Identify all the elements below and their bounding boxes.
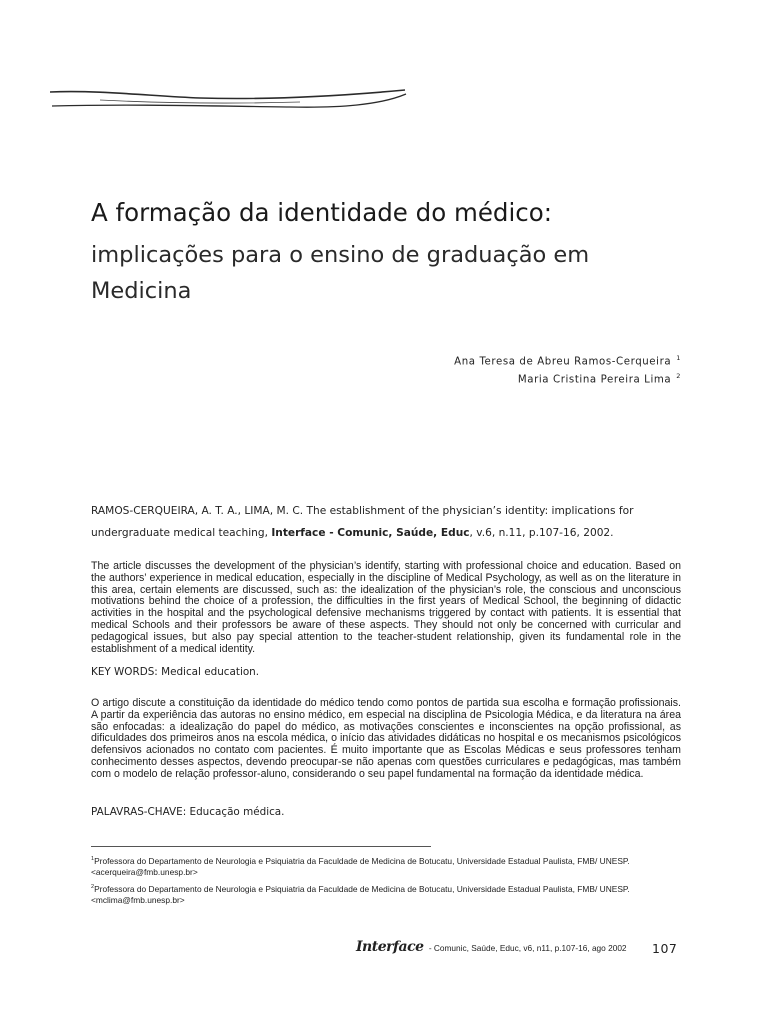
footnote-text: Professora do Departamento de Neurologia e Psiquiatria da Faculdade de Medicina de Botucatu, Universidade Estadual Paulista, FMB/ UNESP. <mclima@fmb.unesp.br> — [91, 883, 630, 906]
author-name: Maria Cristina Pereira Lima — [517, 374, 672, 386]
author-note-mark: 1 — [676, 354, 681, 362]
footnote — [91, 854, 671, 879]
footnote-divider — [91, 846, 431, 847]
author-note-mark: 2 — [676, 372, 681, 381]
footnote — [91, 882, 671, 907]
footer-citation: - Comunic, Saúde, Educ, v6, n11, p.107-16, ago 2002 — [428, 943, 627, 953]
keywords-portuguese: PALAVRAS-CHAVE: Educação médica. — [91, 806, 285, 818]
abstract-english: The article discusses the development of the physician’s identify, starting with professional choice and education. Based on the authors’ experience in medical education, especially in the discipline of Medical Psychology, as well as on the literature in this area, certain elements are discussed, such as: the idealization of the physician’s role, the conscious and unconscious motivations behind the choice of a profession, the difficulties in the first years of Medical School, the beginning of didactic activities in the hospital and the psychological defensive mechanisms triggered by contact with patients. It is essential that medical Schools and their professors be aware of these aspects. They should not only be concerned with curricular and pedagogical issues, but also pay special attention to the teacher-student relationship, given its fundamental role in the establishment of a medical identity. — [91, 560, 681, 655]
page-number: 107 — [652, 941, 678, 956]
author-name: Ana Teresa de Abreu Ramos-Cerqueira — [454, 356, 672, 368]
keywords-english: KEY WORDS: Medical education. — [91, 666, 260, 678]
paper-subtitle: implicações para o ensino de graduação em Medicina — [91, 242, 590, 304]
journal-logo: Interface — [356, 939, 424, 955]
decorative-brush-stroke — [40, 70, 420, 130]
author-line — [181, 369, 681, 387]
citation-prefix: RAMOS-CERQUEIRA, A. T. A., LIMA, M. C. The establishment of the physician’s identity: implications for undergraduate medical teaching, — [91, 505, 634, 539]
paper-title: A formação da identidade do médico: — [91, 198, 552, 227]
author-list — [181, 351, 681, 388]
citation — [91, 500, 681, 544]
author-line — [181, 351, 681, 369]
footnote-mark: 1 — [91, 856, 95, 862]
citation-suffix: , v.6, n.11, p.107-16, 2002. — [469, 527, 614, 539]
page-footer — [356, 939, 646, 956]
abstract-portuguese: O artigo discute a constituição da identidade do médico tendo como pontos de partida sua escolha e formação profissionais. A partir da experiência das autoras no ensino médico, em especial na disciplina de Psicologia Médica, e da literatura na área são enfocadas: a idealização do papel do médico, as motivações conscientes e inconscientes na opção profissional, as dificuldades dos primeiros anos na escola médica, o início das atividades didáticas no hospital e os mecanismos psicológicos defensivos acionados no contato com pacientes. É muito importante que as Escolas Médicas e seus professores tenham conhecimento desses aspectos, devendo preocupar-se não apenas com questões curriculares e pedagógicas, mas também com o modelo de relação professor-aluno, considerando o seu papel fundamental na formação da identidade médica. — [91, 697, 681, 780]
footnote-mark: 2 — [91, 884, 95, 890]
footnote-text: Professora do Departamento de Neurologia e Psiquiatria da Faculdade de Medicina de Botucatu, Universidade Estadual Paulista, FMB/ UNESP. <acerqueira@fmb.unesp.br> — [91, 855, 630, 878]
citation-journal: Interface - Comunic, Saúde, Educ — [271, 527, 470, 539]
